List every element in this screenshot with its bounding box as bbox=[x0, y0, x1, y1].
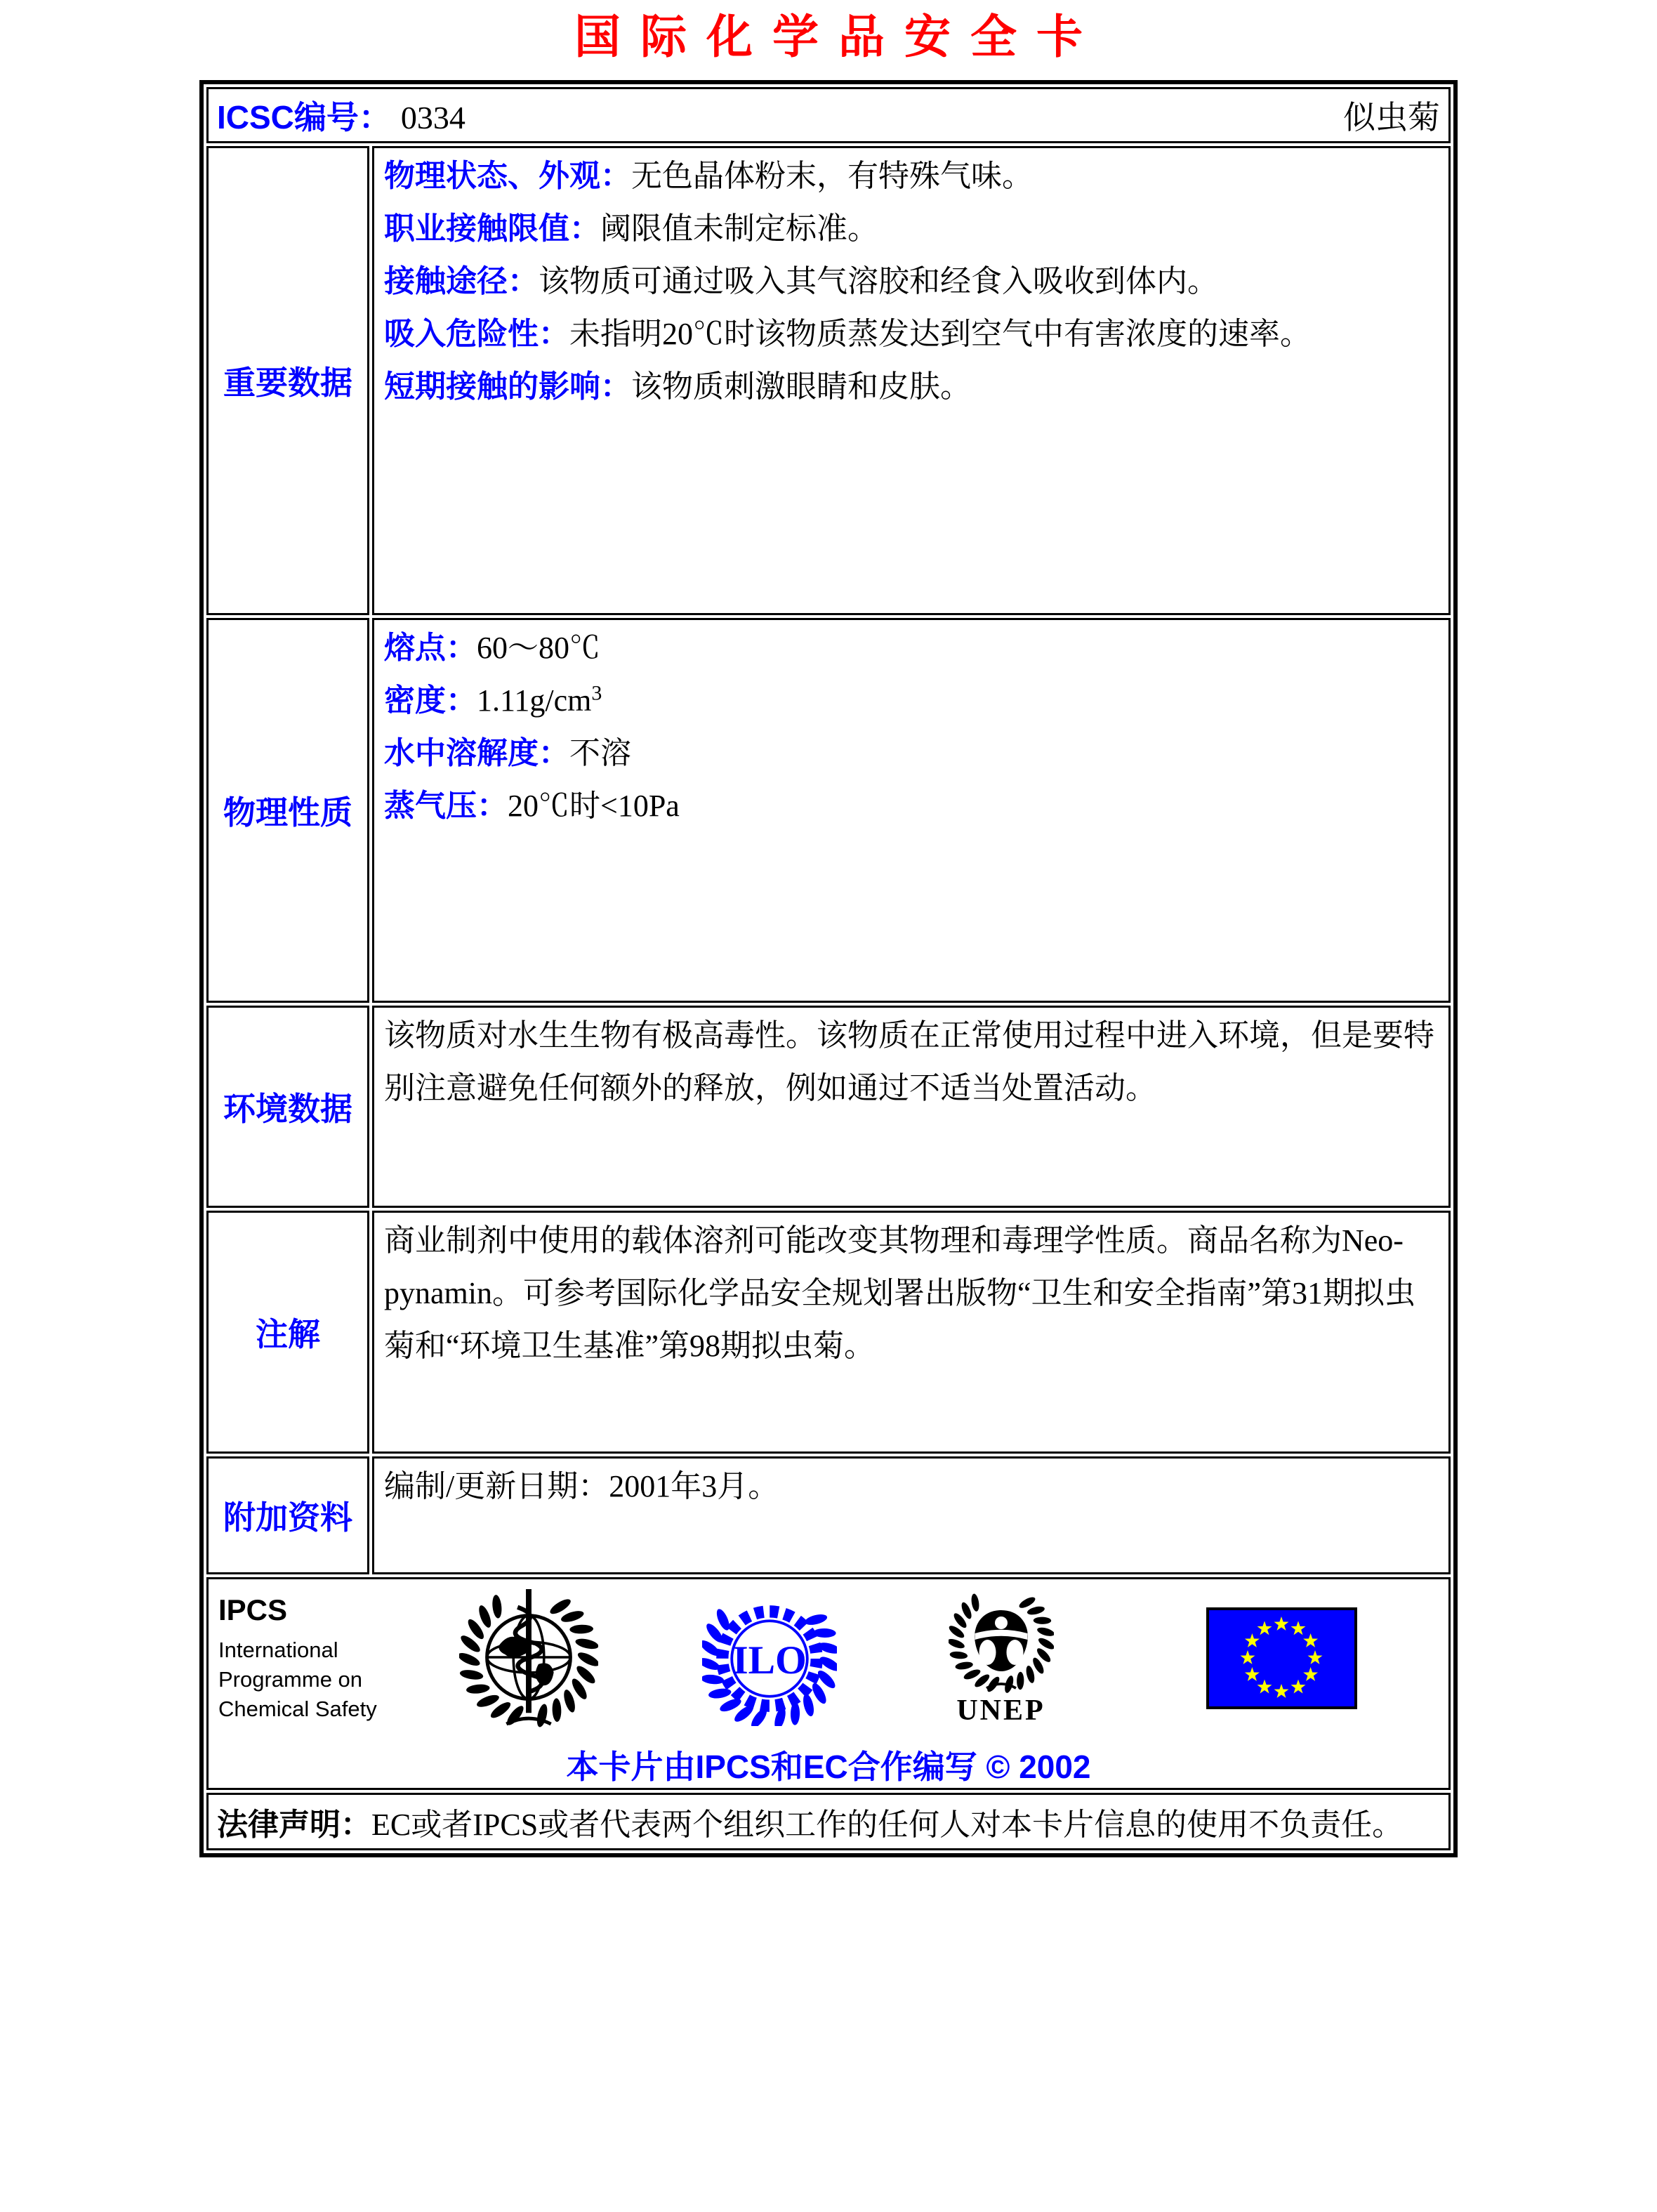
ilo-logo-icon bbox=[702, 1591, 837, 1726]
field-label: 物理状态、外观： bbox=[384, 159, 631, 193]
field-label: 熔点： bbox=[384, 631, 477, 665]
legal-row bbox=[206, 1793, 1451, 1850]
header-row bbox=[206, 87, 1451, 143]
physical-properties-row bbox=[206, 618, 1451, 1003]
environmental-data-row bbox=[206, 1006, 1451, 1208]
logos-row bbox=[209, 1586, 1448, 1730]
unep-logo-text: UNEP bbox=[956, 1694, 1045, 1727]
field-value: 未指明20℃时该物质蒸发达到空气中有害浓度的速率。 bbox=[569, 317, 1311, 351]
field-label: 蒸气压： bbox=[384, 789, 508, 823]
ipcs-acronym: IPCS bbox=[218, 1593, 288, 1626]
who-logo-icon bbox=[459, 1589, 598, 1728]
notes-paragraph: 商业制剂中使用的载体溶剂可能改变其物理和毒理学性质。商品名称为Neo-pynamin。可参考国际化学品安全规划署出版物“卫生和安全指南”第31期拟虫菊和“环境卫生基准”第98期拟虫菊。 bbox=[384, 1223, 1416, 1363]
physical-line-2 bbox=[384, 674, 1439, 727]
ipcs-name-line: International bbox=[218, 1637, 338, 1662]
physical-line-4 bbox=[384, 779, 1439, 832]
logos-row-tr bbox=[206, 1577, 1451, 1790]
section-label-important-data: 重要数据 bbox=[206, 146, 369, 615]
additional-info-paragraph: 编制/更新日期：2001年3月。 bbox=[384, 1469, 779, 1503]
ipcs-name-line: Programme on bbox=[218, 1666, 363, 1692]
additional-info-row bbox=[206, 1456, 1451, 1574]
ilo-logo-text: ILO bbox=[732, 1638, 807, 1683]
important-data-line-4 bbox=[384, 308, 1439, 360]
field-value: 无色晶体粉末，有特殊气味。 bbox=[631, 159, 1033, 193]
field-value: 60～80℃ bbox=[477, 631, 600, 665]
field-label: 职业接触限值： bbox=[384, 211, 600, 246]
field-value: 该物质可通过吸入其气溶胶和经食入吸收到体内。 bbox=[539, 264, 1218, 298]
additional-info-content bbox=[372, 1456, 1451, 1574]
legal-text: EC或者IPCS或者代表两个组织工作的任何人对本卡片信息的使用不负责任。 bbox=[371, 1808, 1404, 1842]
cooperation-caption: 本卡片由IPCS和EC合作编写 © 2002 bbox=[566, 1749, 1091, 1785]
field-value: 20℃时<10Pa bbox=[508, 789, 680, 823]
field-label: 水中溶解度： bbox=[384, 736, 569, 770]
physical-line-3 bbox=[384, 727, 1439, 779]
important-data-row bbox=[206, 146, 1451, 615]
important-data-line-3 bbox=[384, 255, 1439, 308]
section-label-physical-properties: 物理性质 bbox=[206, 618, 369, 1003]
section-label-additional-info: 附加资料 bbox=[206, 1456, 369, 1574]
page-title: 国际化学品安全卡 bbox=[574, 12, 1102, 63]
physical-line-1 bbox=[384, 621, 1439, 674]
environmental-data-content bbox=[372, 1006, 1451, 1208]
icsc-number-label: ICSC编号： bbox=[217, 99, 391, 136]
superscript: 3 bbox=[591, 681, 602, 705]
important-data-content bbox=[372, 146, 1451, 615]
icsc-number-value: 0334 bbox=[400, 100, 466, 136]
chemical-name: 似虫菊 bbox=[1343, 100, 1440, 136]
ipcs-name-line: Chemical Safety bbox=[218, 1696, 377, 1721]
icsc-card bbox=[199, 80, 1458, 1857]
section-label-notes: 注解 bbox=[206, 1211, 369, 1454]
important-data-line-2 bbox=[384, 202, 1439, 255]
physical-properties-content bbox=[372, 618, 1451, 1003]
header-cell bbox=[206, 87, 1451, 143]
section-label-environmental-data: 环境数据 bbox=[206, 1006, 369, 1208]
field-value: 1.11g/cm bbox=[477, 683, 592, 718]
notes-row bbox=[206, 1211, 1451, 1454]
ipcs-text-block bbox=[218, 1593, 404, 1724]
field-value: 不溶 bbox=[569, 736, 631, 770]
important-data-line-5 bbox=[384, 360, 1439, 413]
legal-cell bbox=[206, 1793, 1451, 1850]
unep-logo-block bbox=[939, 1589, 1062, 1727]
field-value: 阈限值未制定标准。 bbox=[600, 211, 878, 246]
field-label: 短期接触的影响： bbox=[384, 369, 631, 404]
important-data-line-1 bbox=[384, 150, 1439, 202]
field-label: 吸入危险性： bbox=[384, 317, 569, 351]
field-label: 密度： bbox=[384, 683, 477, 718]
environmental-paragraph: 该物质对水生生物有极高毒性。该物质在正常使用过程中进入环境，但是要特别注意避免任何额外的释放，例如通过不适当处置活动。 bbox=[384, 1018, 1434, 1105]
logos-cell bbox=[206, 1577, 1451, 1790]
eu-flag-icon bbox=[1206, 1607, 1357, 1709]
legal-label: 法律声明： bbox=[217, 1808, 371, 1842]
field-label: 接触途径： bbox=[384, 264, 539, 298]
icsc-table bbox=[204, 84, 1453, 1853]
icsc-number-group bbox=[217, 92, 466, 138]
field-value: 该物质刺激眼睛和皮肤。 bbox=[631, 369, 971, 404]
notes-content bbox=[372, 1211, 1451, 1454]
unep-logo-icon bbox=[949, 1589, 1054, 1694]
